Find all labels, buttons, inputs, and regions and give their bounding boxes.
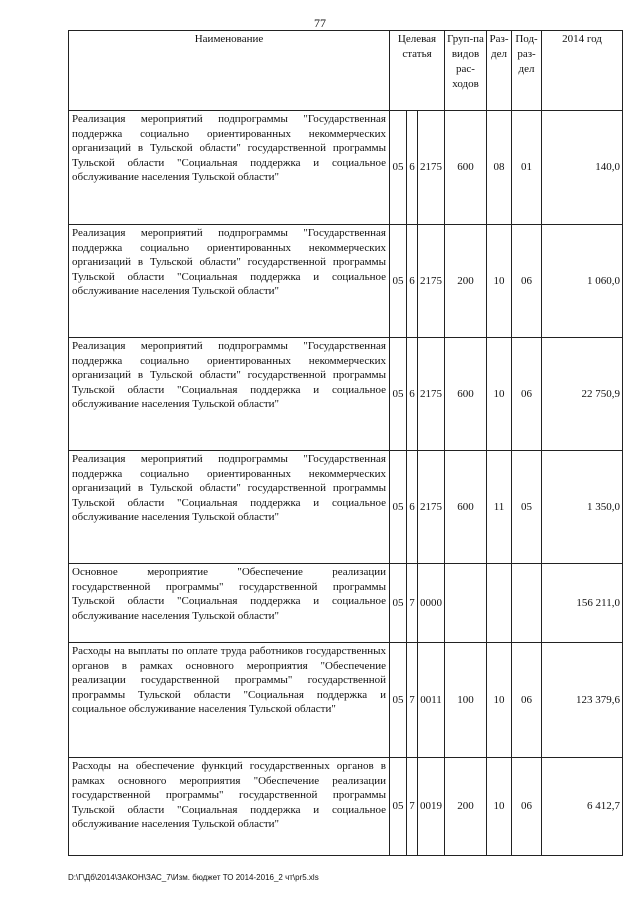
subsection: 01	[512, 111, 542, 225]
row-name: Реализация мероприятий подпрограммы "Государственная поддержка социально ориентированных некоммерческих организаций в Тульской области" государственной программы Тульской области "Социальная поддержка и социальное обслуживание населения Тульской области"	[69, 225, 390, 338]
target-article-part3: 0011	[418, 643, 445, 758]
expense-group: 200	[445, 225, 487, 338]
file-path-footer: D:\Г\Дб\2014\ЗАКОН\ЗАС_7\Изм. бюджет ТО 2014-2016_2 чт\pr5.xls	[68, 873, 319, 882]
target-article-part1: 05	[390, 643, 407, 758]
target-article-part3: 2175	[418, 225, 445, 338]
section: 08	[487, 111, 512, 225]
page-number: 77	[314, 16, 326, 30]
section: 10	[487, 338, 512, 451]
target-article-part2: 6	[407, 225, 418, 338]
subsection: 06	[512, 758, 542, 856]
section: 11	[487, 451, 512, 564]
amount-2014: 140,0	[542, 111, 623, 225]
expense-group: 100	[445, 643, 487, 758]
target-article-part3: 2175	[418, 111, 445, 225]
amount-2014: 123 379,6	[542, 643, 623, 758]
section: 10	[487, 225, 512, 338]
expense-group: 200	[445, 758, 487, 856]
target-article-part2: 6	[407, 451, 418, 564]
table-row	[69, 111, 623, 225]
target-article-part1: 05	[390, 758, 407, 856]
row-name: Реализация мероприятий подпрограммы "Государственная поддержка социально ориентированных некоммерческих организаций в Тульской области" государственной программы Тульской области "Социальная поддержка и социальное обслуживание населения Тульской области"	[69, 111, 390, 225]
target-article-part3: 2175	[418, 338, 445, 451]
expense-group: 600	[445, 451, 487, 564]
table-row	[69, 564, 623, 643]
target-article-part2: 7	[407, 564, 418, 643]
header-target-article: Целевая статья	[390, 31, 445, 111]
row-name: Расходы на выплаты по оплате труда работников государственных органов в рамках основного мероприятия "Обеспечение реализации государственной программы" государственной программы Тульской области "Социальная поддержка и социальное обслуживание населения Тульской области"	[69, 643, 390, 758]
amount-2014: 1 350,0	[542, 451, 623, 564]
header-name: Наименование	[69, 31, 390, 111]
amount-2014: 22 750,9	[542, 338, 623, 451]
subsection: 06	[512, 338, 542, 451]
header-section: Раз-дел	[487, 31, 512, 111]
target-article-part1: 05	[390, 225, 407, 338]
target-article-part2: 7	[407, 758, 418, 856]
row-name: Основное мероприятие "Обеспечение реализации государственной программы" государственной программы Тульской области "Социальная поддержка и социальное обслуживание населения Тульской области"	[69, 564, 390, 643]
section	[487, 564, 512, 643]
header-year: 2014 год	[542, 31, 623, 111]
subsection: 06	[512, 643, 542, 758]
expense-group	[445, 564, 487, 643]
table-header-row	[69, 31, 623, 111]
budget-table	[68, 30, 623, 856]
row-name: Реализация мероприятий подпрограммы "Государственная поддержка социально ориентированных некоммерческих организаций в Тульской области" государственной программы Тульской области "Социальная поддержка и социальное обслуживание населения Тульской области"	[69, 338, 390, 451]
amount-2014: 6 412,7	[542, 758, 623, 856]
target-article-part1: 05	[390, 338, 407, 451]
subsection: 06	[512, 225, 542, 338]
target-article-part2: 7	[407, 643, 418, 758]
subsection	[512, 564, 542, 643]
table-row	[69, 338, 623, 451]
table-row	[69, 225, 623, 338]
header-subsection: Под-раз-дел	[512, 31, 542, 111]
expense-group: 600	[445, 338, 487, 451]
expense-group: 600	[445, 111, 487, 225]
table-row	[69, 758, 623, 856]
target-article-part3: 0019	[418, 758, 445, 856]
target-article-part1: 05	[390, 564, 407, 643]
target-article-part3: 0000	[418, 564, 445, 643]
target-article-part2: 6	[407, 338, 418, 451]
header-expense-group: Груп-па видов рас-ходов	[445, 31, 487, 111]
target-article-part1: 05	[390, 111, 407, 225]
target-article-part2: 6	[407, 111, 418, 225]
amount-2014: 156 211,0	[542, 564, 623, 643]
row-name: Реализация мероприятий подпрограммы "Государственная поддержка социально ориентированных некоммерческих организаций в Тульской области" государственной программы Тульской области "Социальная поддержка и социальное обслуживание населения Тульской области"	[69, 451, 390, 564]
section: 10	[487, 643, 512, 758]
amount-2014: 1 060,0	[542, 225, 623, 338]
target-article-part1: 05	[390, 451, 407, 564]
section: 10	[487, 758, 512, 856]
table-row	[69, 643, 623, 758]
table-row	[69, 451, 623, 564]
target-article-part3: 2175	[418, 451, 445, 564]
row-name: Расходы на обеспечение функций государственных органов в рамках основного мероприятия "Обеспечение реализации государственной программы" государственной программы Тульской области "Социальная поддержка и социальное обслуживание населения Тульской области"	[69, 758, 390, 856]
subsection: 05	[512, 451, 542, 564]
